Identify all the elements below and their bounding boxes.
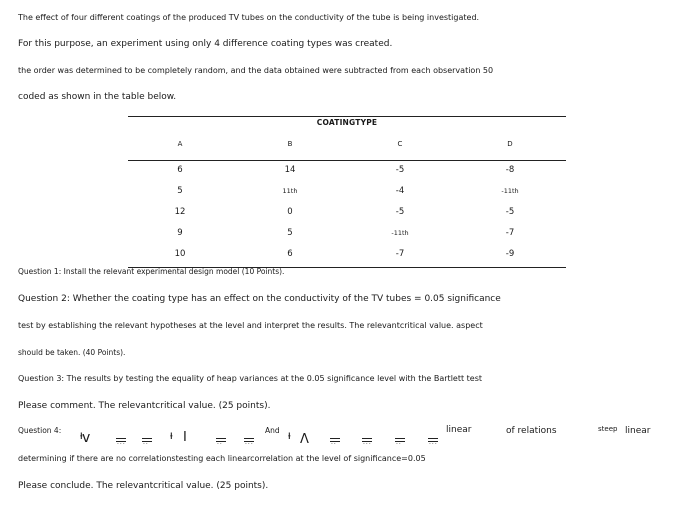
table-cell: 6	[177, 165, 183, 175]
math-glyph: I	[183, 430, 187, 445]
header-d: D	[507, 140, 513, 148]
question-1: Question 1: Install the relevant experimental design model (10 Points).	[18, 267, 285, 276]
table-title: COATINGTYPE	[316, 118, 378, 127]
table-cell: -4	[395, 186, 405, 196]
header-b: B	[287, 140, 293, 148]
table-cell: 6	[287, 249, 293, 259]
question-2-line-2: test by establishing the relevant hypotheses at the level and interpret the results. The relevantcritical value. aspect	[18, 321, 483, 330]
question-4-linear-1: linear	[446, 425, 472, 435]
math-glyph: ᵼ	[288, 428, 291, 442]
math-glyph: ᵼ	[170, 428, 173, 442]
question-4-steep: steep	[598, 425, 618, 433]
table-cell: 12	[174, 207, 186, 217]
math-fraction: ···	[428, 436, 438, 446]
question-4-line-3: Please conclude. The relevantcritical value. (25 points).	[18, 481, 269, 491]
table-cell: -9	[505, 249, 515, 259]
math-fraction: ··	[142, 436, 152, 446]
math-glyph: Λ	[300, 432, 309, 447]
table-cell: 5	[287, 228, 293, 238]
question-2-line-1: Question 2: Whether the coating type has an effect on the conductivity of the TV tubes = 0.05 significance	[18, 294, 501, 304]
table-cell: -11th	[391, 229, 409, 237]
question-2-line-3: should be taken. (40 Points).	[18, 348, 126, 357]
math-fraction: ···	[244, 436, 254, 446]
header-c: C	[397, 140, 403, 148]
intro-line-4: coded as shown in the table below.	[18, 92, 177, 102]
question-4-line-2: determining if there are no correlationstesting each linearcorrelation at the level of significance=0.05	[18, 454, 426, 463]
table-header-rule	[128, 160, 566, 161]
question-3-line-1: Question 3: The results by testing the equality of heap variances at the 0.05 significance level with the Bartlett test	[18, 374, 483, 383]
table-cell: -5	[395, 207, 405, 217]
intro-line-3: the order was determined to be completely random, and the data obtained were subtracted from each observation 50	[18, 66, 494, 75]
table-top-rule	[128, 116, 566, 117]
math-fraction: ···	[362, 436, 372, 446]
table-cell: -7	[505, 228, 515, 238]
question-4-label: Question 4:	[18, 426, 62, 435]
table-cell: 0	[287, 207, 293, 217]
math-glyph: ᵼ	[80, 428, 83, 442]
table-cell: 11th	[282, 187, 298, 195]
table-cell: -5	[395, 165, 405, 175]
table-cell: 9	[177, 228, 183, 238]
question-4-linear-2: linear	[625, 426, 651, 436]
question-4-formula	[18, 424, 688, 454]
table-cell: 10	[174, 249, 186, 259]
header-a: A	[177, 140, 183, 148]
math-fraction: ··	[395, 436, 405, 446]
math-glyph: v	[82, 430, 91, 446]
table-cell: 5	[177, 186, 183, 196]
table-cell: -5	[505, 207, 515, 217]
math-fraction: ··	[216, 436, 226, 446]
math-fraction: ···	[116, 436, 126, 446]
math-fraction: ··	[330, 436, 340, 446]
question-4-and: And	[265, 426, 280, 435]
table-cell: 14	[284, 165, 296, 175]
question-3-line-2: Please comment. The relevantcritical value. (25 points).	[18, 401, 271, 411]
intro-line-1: The effect of four different coatings of the produced TV tubes on the conductivity of the tube is being investigated.	[18, 13, 480, 22]
table-cell: -8	[505, 165, 515, 175]
table-cell: -11th	[501, 187, 519, 195]
question-4-of-relations: of relations	[506, 426, 557, 436]
intro-line-2: For this purpose, an experiment using only 4 difference coating types was created.	[18, 39, 393, 49]
table-cell: -7	[395, 249, 405, 259]
